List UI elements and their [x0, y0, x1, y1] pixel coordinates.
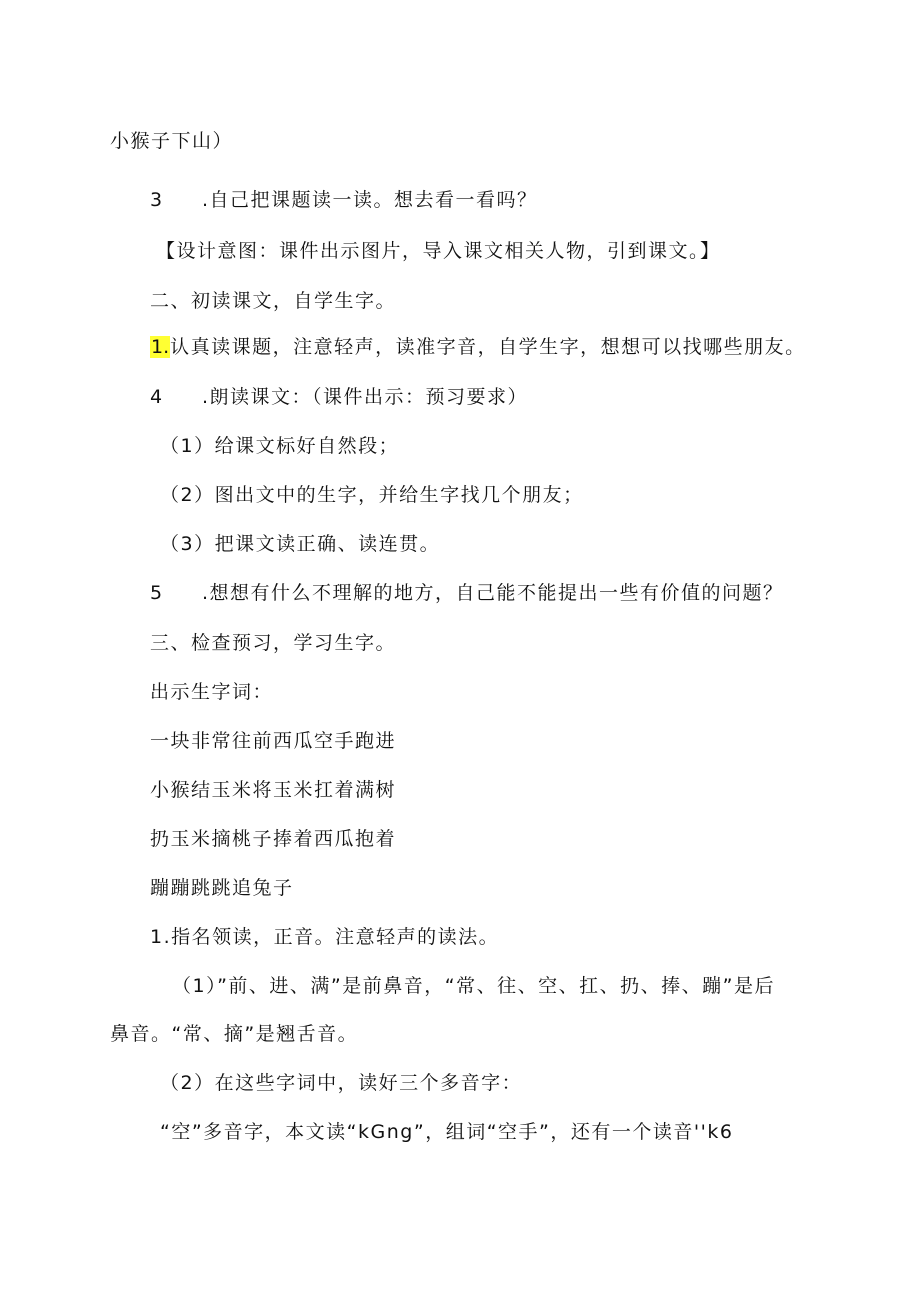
item-number-5: 5	[150, 582, 163, 604]
item-number-3: 3	[150, 189, 163, 211]
text-line-1: 小猴子下山）	[110, 130, 234, 152]
text-line-21: “空”多音字，本文读“kGng”，组词“空手”，还有一个读音''k6	[160, 1121, 734, 1143]
item-number-4: 4	[150, 386, 163, 408]
item-text-3: .自己把课题读一读。想去看一看吗？	[202, 189, 538, 211]
item-text-5: .想想有什么不理解的地方，自己能不能提出一些有价值的问题？	[202, 582, 784, 604]
text-line-17: 1.指名领读，正音。注意轻声的读法。	[150, 926, 500, 948]
text-line-6	[150, 384, 528, 410]
word-list-row-2: 小猴结玉米将玉米扛着满树	[150, 779, 397, 801]
text-line-12: 出示生字词：	[150, 681, 274, 703]
highlighted-number-1: 1.	[151, 336, 170, 358]
word-list-row-4: 蹦蹦跳跳追兔子	[150, 877, 294, 899]
subitem-2: （2）图出文中的生字，并给生字找几个朋友；	[160, 484, 584, 506]
word-list-row-1: 一块非常往前西瓜空手跑进	[150, 730, 397, 752]
text-line-18: （1）”前、进、满”是前鼻音，“常、往、空、扛、扔、捧、蹦”是后	[172, 975, 775, 997]
subitem-1: （1）给课文标好自然段；	[160, 435, 400, 457]
text-line-19: 鼻音。“常、摘”是翘舌音。	[110, 1023, 359, 1045]
section-heading-3: 三、检查预习，学习生字。	[150, 632, 397, 654]
item-text-1: 认真读课题，注意轻声，读准字音，自学生字，想想可以找哪些朋友。	[170, 336, 806, 358]
text-line-20: （2）在这些字词中，读好三个多音字：	[160, 1072, 523, 1094]
subitem-3: （3）把课文读正确、读连贯。	[160, 533, 441, 555]
text-line-5	[150, 334, 806, 360]
word-list-row-3: 扔玉米摘桃子捧着西瓜抱着	[150, 828, 397, 850]
text-line-10	[150, 580, 784, 606]
section-heading-2: 二、初读课文，自学生字。	[150, 290, 397, 312]
design-intent-note: 【设计意图：课件出示图片，导入课文相关人物，引到课文。】	[156, 240, 721, 262]
text-line-2	[150, 187, 538, 213]
item-text-4: .朗读课文：（课件出示：预习要求）	[202, 386, 529, 408]
